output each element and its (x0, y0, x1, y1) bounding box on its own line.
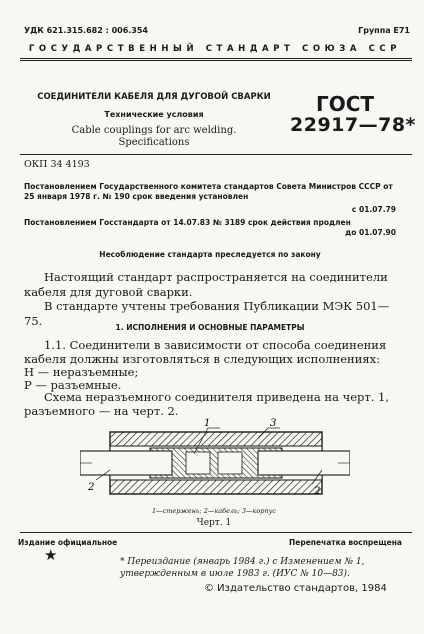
figure-caption: 1—стержень; 2—кабель; 3—корпус (151, 507, 277, 515)
header-rule-thin (20, 60, 412, 61)
item-detachable: Р — разъемные. (24, 378, 122, 392)
decree-text-2: Постановлением Госстандарта от 14.07.83 № 3189 срок действия продлен (24, 218, 351, 227)
label-housing: 3 (270, 418, 277, 429)
title-russian: СОЕДИНИТЕЛИ КАБЕЛЯ ДЛЯ ДУГОВОЙ СВАРКИ (37, 92, 271, 102)
scope-paragraph: Настоящий стандарт распространяется на соединители кабеля для дуговой сварки. (24, 270, 388, 299)
okp-code: ОКП 34 4193 (24, 159, 90, 170)
star-icon: ★ (44, 546, 58, 564)
label-rod: 1 (204, 418, 211, 429)
title-rule (20, 154, 412, 155)
title-english: Cable couplings for arc welding. (71, 125, 237, 136)
standard-header: ГОСУДАРСТВЕННЫЙ СТАНДАРТ СОЮЗА ССР (28, 44, 402, 54)
scheme-paragraph: Схема неразъемного соединителя приведена на черт. 1, разъемного — на черт. 2. (24, 390, 390, 418)
section-title: 1. ИСПОЛНЕНИЯ И ОСНОВНЫЕ ПАРАМЕТРЫ (115, 323, 305, 332)
header-rule (20, 58, 412, 59)
law-warning: Несоблюдение стандарта преследуется по закону (99, 250, 321, 259)
decree-text-1: Постановлением Государственного комитета стандартов Совета Министров СССР от 25 января 1978 г. № 190 срок введения установлен (24, 182, 393, 201)
subtitle-russian: Технические условия (104, 110, 204, 119)
reprint-note: * Переиздание (январь 1984 г.) с Изменением № 1, утвержденным в июле 1983 г. (ИУС № 10—83). (120, 557, 365, 579)
item-permanent: Н — неразъемные; (24, 365, 139, 379)
official-edition: Издание официальное (18, 538, 118, 547)
group-code: Группа Е71 (358, 26, 410, 35)
gost-number: 22917—78* (290, 114, 416, 136)
gost-label: ГОСТ (315, 92, 375, 116)
clause-1-1: 1.1. Соединители в зависимости от способа соединения кабеля должны изготовляться в следующих исполнениях: (24, 338, 387, 366)
footer-rule (20, 532, 412, 533)
decree-date-1: с 01.07.79 (351, 205, 396, 214)
cable-right-shape (258, 451, 350, 475)
decree-date-2: до 01.07.90 (345, 228, 396, 237)
udk-code: УДК 621.315.682 : 006.354 (24, 26, 148, 35)
label-cable-left: 2 (88, 482, 95, 493)
reprint-prohibited: Перепечатка воспрещена (288, 538, 402, 547)
label-cable-right: 2 (314, 486, 321, 497)
iec-paragraph: В стандарте учтены требования Публикации МЭК 501—75. (24, 299, 390, 328)
subtitle-english: Specifications (118, 137, 190, 148)
cable-left-shape (80, 451, 172, 475)
figure-title: Черт. 1 (196, 518, 232, 528)
copyright: © Издательство стандартов, 1984 (204, 583, 387, 594)
connector-drawing (80, 418, 350, 514)
